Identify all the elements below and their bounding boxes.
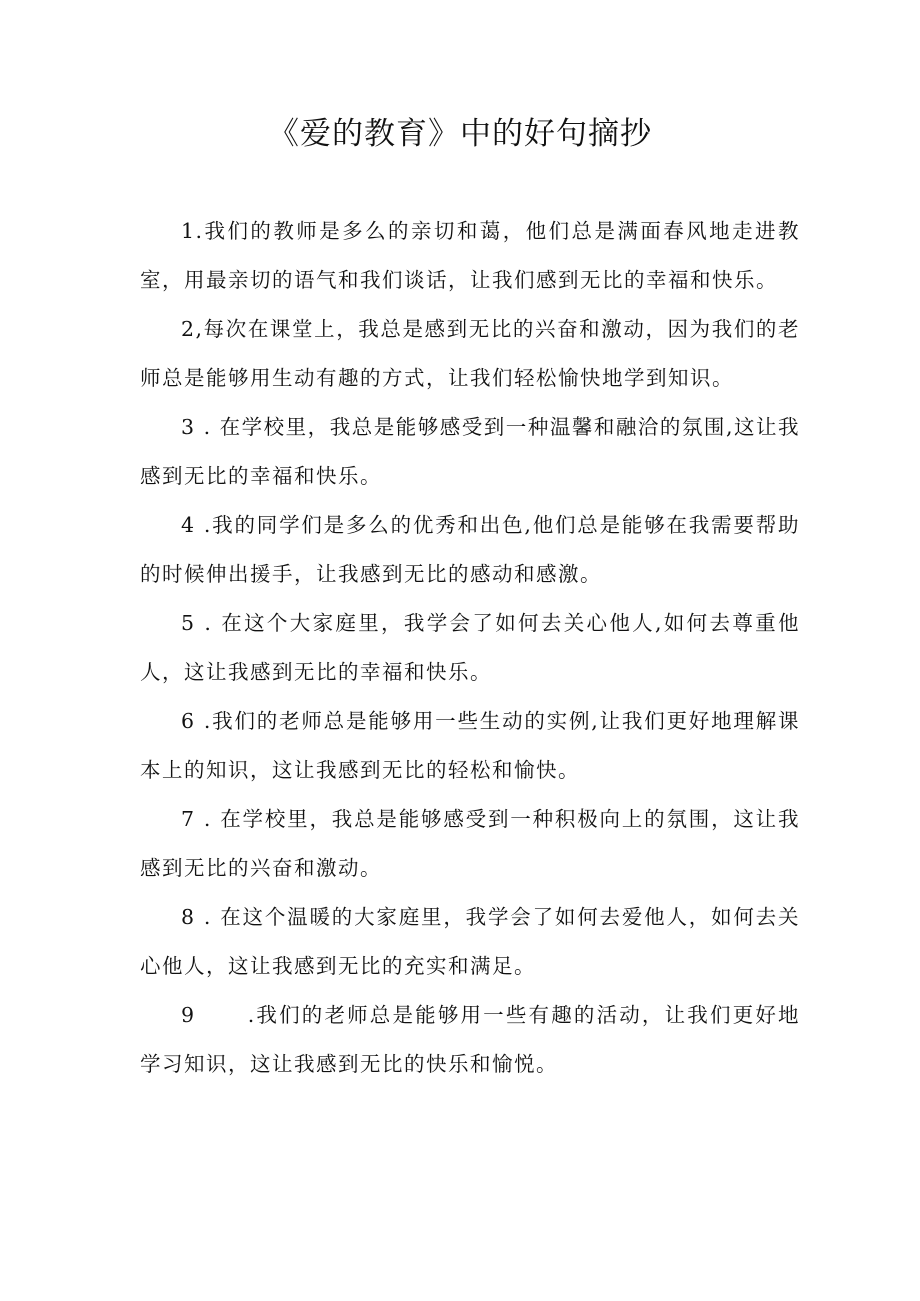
paragraph-8-text: 8 . 在这个温暖的大家庭里，我学会了如何去爱他人，如何去关心他人，这让我感到无比的充实和满足。 bbox=[140, 905, 800, 978]
paragraph-6 bbox=[140, 697, 800, 795]
paragraph-7 bbox=[140, 795, 800, 893]
paragraph-8 bbox=[140, 893, 800, 991]
paragraph-2 bbox=[140, 305, 800, 403]
paragraph-2-text: 2,每次在课堂上，我总是感到无比的兴奋和激动，因为我们的老师总是能够用生动有趣的方式，让我们轻松愉快地学到知识。 bbox=[140, 317, 800, 390]
paragraph-5 bbox=[140, 599, 800, 697]
paragraph-1-text: 1.我们的教师是多么的亲切和蔼，他们总是满面春风地走进教室，用最亲切的语气和我们谈话，让我们感到无比的幸福和快乐。 bbox=[140, 219, 800, 292]
paragraph-4-text: 4 .我的同学们是多么的优秀和出色,他们总是能够在我需要帮助的时候伸出援手，让我感到无比的感动和感激。 bbox=[140, 513, 800, 586]
paragraph-7-text: 7 . 在学校里，我总是能够感受到一种积极向上的氛围，这让我感到无比的兴奋和激动。 bbox=[140, 807, 800, 880]
document-body bbox=[140, 207, 800, 1089]
paragraph-3 bbox=[140, 403, 800, 501]
page-title: 《爱的教育》中的好句摘抄 bbox=[268, 116, 652, 152]
paragraph-5-text: 5 . 在这个大家庭里，我学会了如何去关心他人,如何去尊重他人，这让我感到无比的幸福和快乐。 bbox=[140, 611, 800, 684]
paragraph-9 bbox=[140, 991, 800, 1089]
paragraph-6-text: 6 .我们的老师总是能够用一些生动的实例,让我们更好地理解课本上的知识，这让我感到无比的轻松和愉快。 bbox=[140, 709, 800, 782]
paragraph-9-text: 9 .我们的老师总是能够用一些有趣的活动，让我们更好地学习知识，这让我感到无比的快乐和愉悦。 bbox=[140, 1003, 800, 1076]
paragraph-4 bbox=[140, 501, 800, 599]
paragraph-3-text: 3 . 在学校里，我总是能够感受到一种温馨和融洽的氛围,这让我感到无比的幸福和快乐。 bbox=[140, 415, 800, 488]
paragraph-1 bbox=[140, 207, 800, 305]
